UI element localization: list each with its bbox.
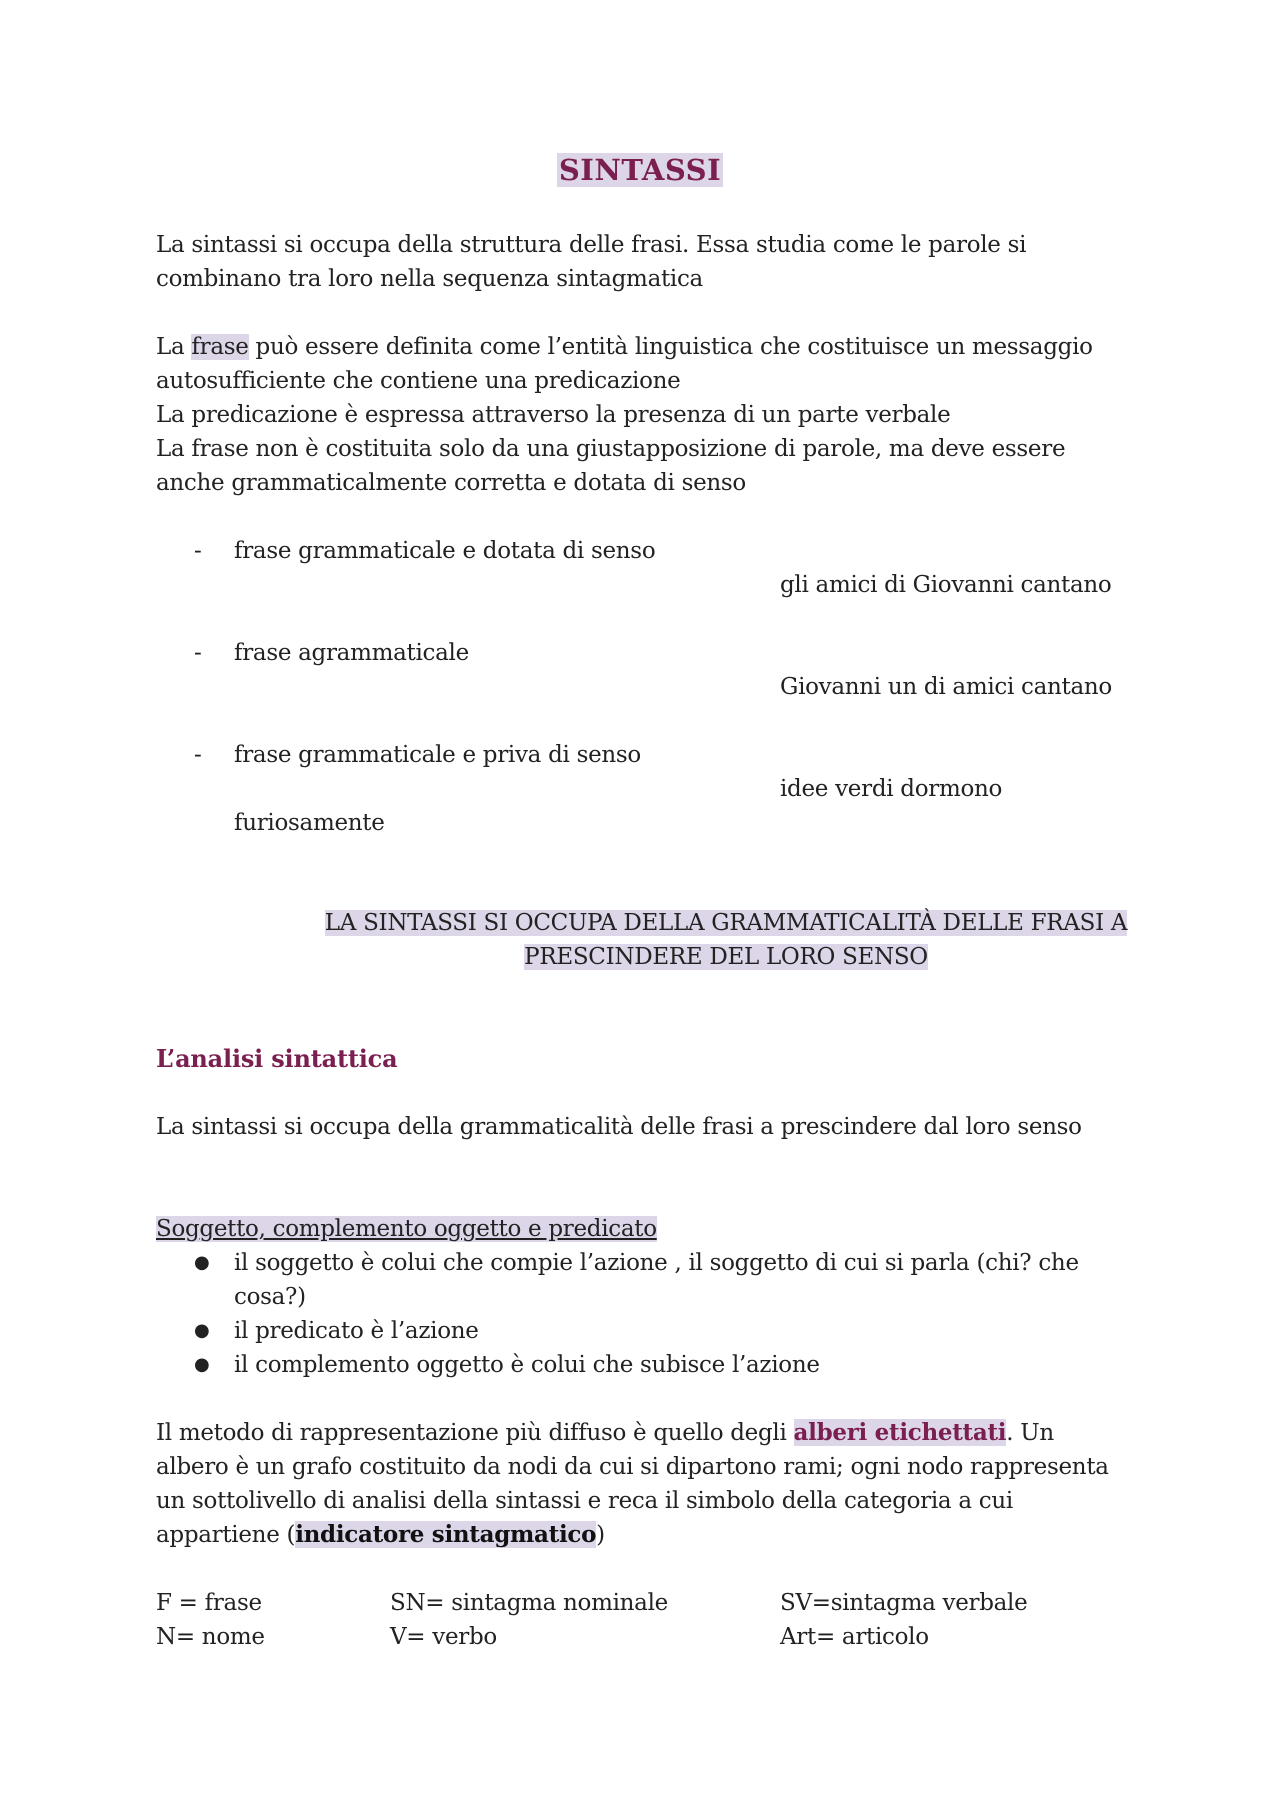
svo-heading: Soggetto, complemento oggetto e predicato [156, 1216, 657, 1242]
definition-line-5: anche grammaticalmente corretta e dotata di senso [156, 470, 746, 496]
definition-line-2: autosufficiente che contiene una predicazione [156, 368, 681, 394]
dash-marker-1: - [194, 538, 202, 564]
definition-line-1: La frase può essere definita come l’entità linguistica che costituisce un messaggio [156, 334, 1093, 360]
frase-highlight: frase [191, 334, 249, 360]
svo-item-1-line-1: il soggetto è colui che compie l’azione , il soggetto di cui si parla (chi? che [234, 1250, 1079, 1276]
dash-marker-2: - [194, 640, 202, 666]
svo-item-1-line-2: cosa?) [234, 1284, 306, 1310]
bullet-1: ● [194, 1252, 210, 1273]
example-sentence-3-continuation: furiosamente [234, 810, 385, 836]
trees-line-1: Il metodo di rappresentazione più diffuso è quello degli alberi etichettati. Un [156, 1419, 1054, 1446]
dash-marker-3: - [194, 742, 202, 768]
callout-line-2: PRESCINDERE DEL LORO SENSO [524, 944, 928, 970]
legend-v: V= verbo [390, 1624, 497, 1650]
example-sentence-3: idee verdi dormono [780, 776, 1003, 802]
legend-sn: SN= sintagma nominale [390, 1590, 668, 1616]
svo-item-2: il predicato è l’azione [234, 1318, 479, 1344]
callout-line-1: LA SINTASSI SI OCCUPA DELLA GRAMMATICALITÀ DELLE FRASI A [324, 910, 1128, 936]
intro-line-1: La sintassi si occupa della struttura delle frasi. Essa studia come le parole si [156, 232, 1027, 258]
analysis-heading: L’analisi sintattica [156, 1044, 398, 1073]
alberi-etichettati-term: alberi etichettati [793, 1419, 1007, 1446]
legend-sv: SV=sintagma verbale [780, 1590, 1028, 1616]
example-label-1: frase grammaticale e dotata di senso [234, 538, 656, 564]
legend-n: N= nome [156, 1624, 265, 1650]
example-label-2: frase agrammaticale [234, 640, 469, 666]
example-sentence-1: gli amici di Giovanni cantano [780, 572, 1112, 598]
legend-art: Art= articolo [780, 1624, 929, 1650]
analysis-text: La sintassi si occupa della grammaticalità delle frasi a prescindere dal loro senso [156, 1114, 1082, 1140]
trees-line-2: albero è un grafo costituito da nodi da cui si dipartono rami; ogni nodo rappresenta [156, 1454, 1109, 1480]
definition-line-3: La predicazione è espressa attraverso la presenza di un parte verbale [156, 402, 951, 428]
trees-line-4: appartiene (indicatore sintagmatico) [156, 1521, 605, 1548]
indicatore-sintagmatico-term: indicatore sintagmatico [295, 1521, 597, 1548]
example-label-3: frase grammaticale e priva di senso [234, 742, 641, 768]
svo-item-3: il complemento oggetto è colui che subisce l’azione [234, 1352, 820, 1378]
trees-line-3: un sottolivello di analisi della sintassi e reca il simbolo della categoria a cui [156, 1488, 1013, 1514]
bullet-2: ● [194, 1320, 210, 1341]
page-title: SINTASSI [558, 153, 722, 187]
example-sentence-2: Giovanni un di amici cantano [780, 674, 1112, 700]
intro-line-2: combinano tra loro nella sequenza sintagmatica [156, 266, 703, 292]
bullet-3: ● [194, 1354, 210, 1375]
definition-line-4: La frase non è costituita solo da una giustapposizione di parole, ma deve essere [156, 436, 1066, 462]
legend-f: F = frase [156, 1590, 262, 1616]
